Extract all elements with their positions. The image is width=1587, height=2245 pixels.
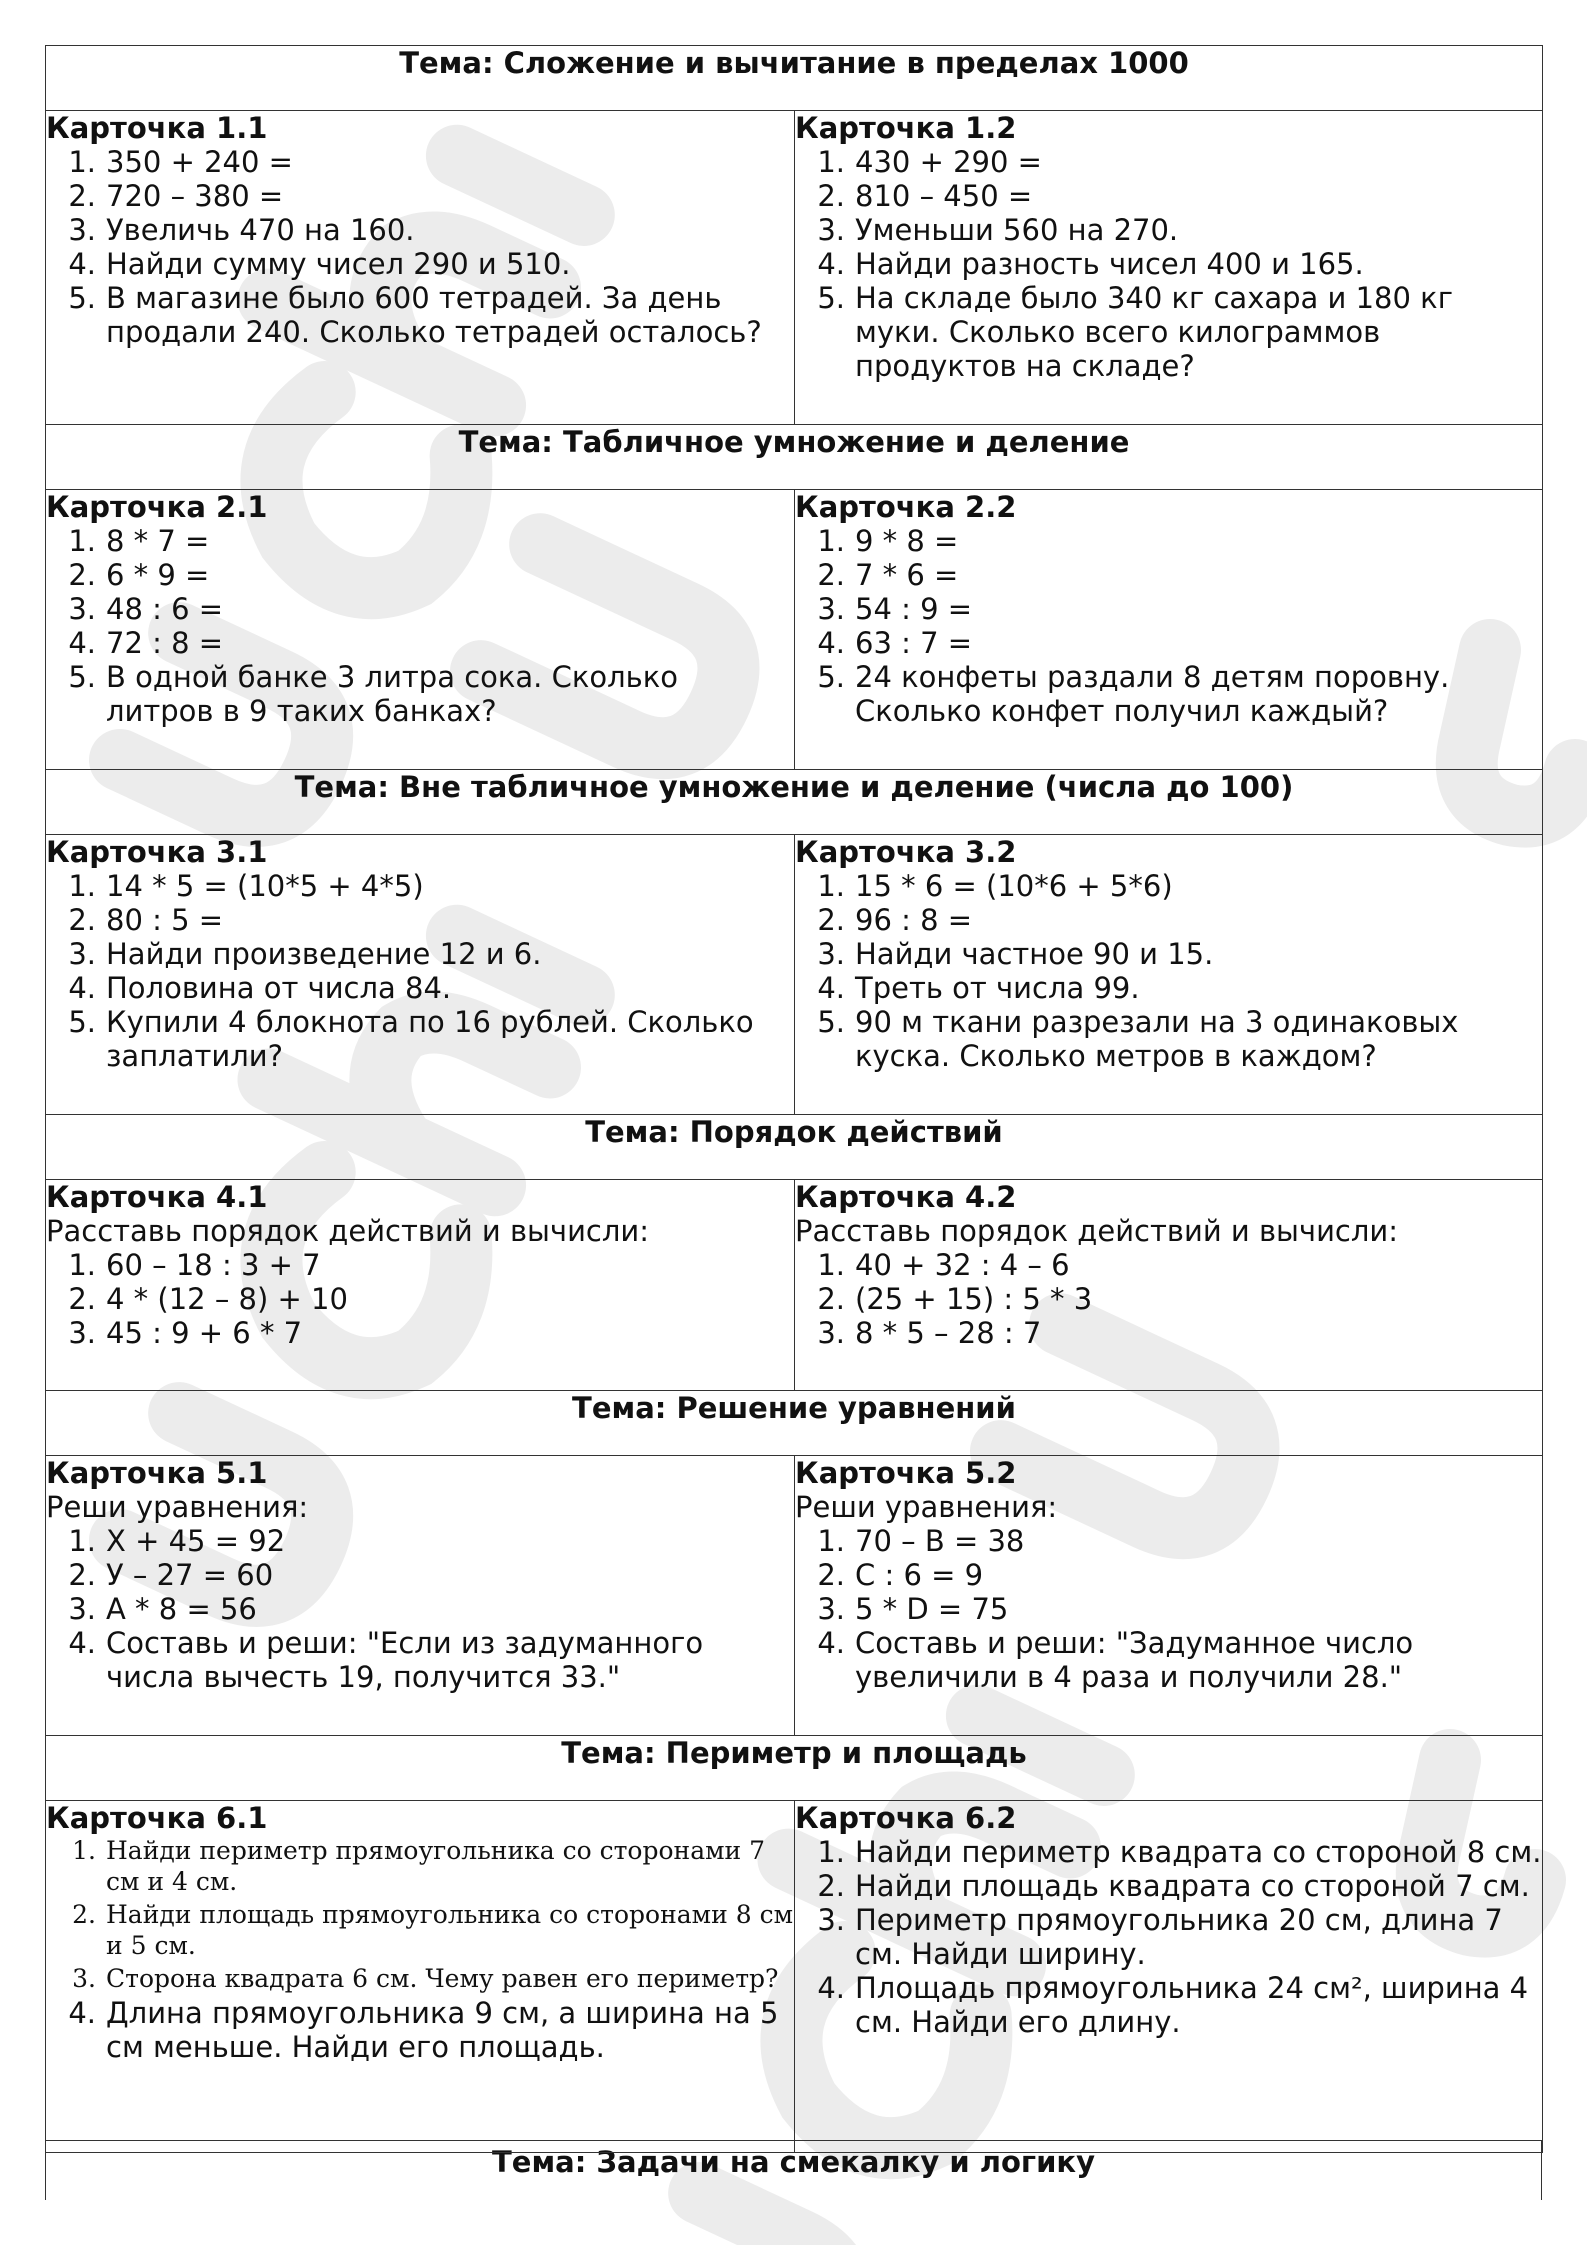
card-title: Карточка 1.2 — [795, 111, 1017, 145]
topic-title-partial: Тема: Задачи на смекалку и логику — [45, 2140, 1542, 2200]
task-item: 63 : 7 = — [855, 626, 973, 660]
card-title: Карточка 5.1 — [46, 1456, 268, 1490]
task-item: Найди площадь прямоугольника со сторонами 8 см и 5 см. — [106, 1900, 794, 1960]
topic-title: Тема: Сложение и вычитание в пределах 1000 — [46, 46, 1543, 111]
task-item: Сторона квадрата 6 см. Чему равен его периметр? — [106, 1964, 779, 1993]
task-list — [795, 145, 1542, 383]
task-item: 4 * (12 – 8) + 10 — [106, 1282, 348, 1316]
task-item: На складе было 340 кг сахара и 180 кг муки. Сколько всего килограммов продуктов на складе? — [855, 281, 1453, 383]
task-item: Купили 4 блокнота по 16 рублей. Сколько заплатили? — [106, 1005, 754, 1073]
task-item: Найди площадь квадрата со стороной 7 см. — [855, 1869, 1530, 1903]
task-list — [46, 1835, 794, 2064]
task-item: 350 + 240 = — [106, 145, 293, 179]
task-item: X + 45 = 92 — [106, 1524, 286, 1558]
task-item: Найди периметр прямоугольника со сторонами 7 см и 4 см. — [106, 1836, 766, 1896]
task-item: Найди частное 90 и 15. — [855, 937, 1214, 971]
task-list — [795, 524, 1542, 728]
task-item: Найди произведение 12 и 6. — [106, 937, 542, 971]
task-item: Составь и реши: "Если из задуманного числа вычесть 19, получится 33." — [106, 1626, 704, 1694]
topic-title: Тема: Периметр и площадь — [46, 1736, 1543, 1801]
task-list — [795, 1248, 1542, 1350]
task-item: 40 + 32 : 4 – 6 — [855, 1248, 1070, 1282]
task-item: 14 * 5 = (10*5 + 4*5) — [106, 869, 424, 903]
task-list — [795, 1835, 1542, 2039]
task-item: 9 * 8 = — [855, 524, 959, 558]
task-list — [795, 1524, 1542, 1694]
task-item: Найди разность чисел 400 и 165. — [855, 247, 1364, 281]
task-item: 8 * 5 – 28 : 7 — [855, 1316, 1042, 1350]
card-title: Карточка 3.1 — [46, 835, 268, 869]
card — [46, 490, 795, 770]
card-title: Карточка 3.2 — [795, 835, 1017, 869]
task-item: С : 6 = 9 — [855, 1558, 984, 1592]
task-list — [46, 1248, 794, 1350]
task-list — [46, 1524, 794, 1694]
task-item: В магазине было 600 тетрадей. За день продали 240. Сколько тетрадей осталось? — [106, 281, 762, 349]
task-item: 60 – 18 : 3 + 7 — [106, 1248, 321, 1282]
task-item: Треть от числа 99. — [855, 971, 1140, 1005]
task-item: 96 : 8 = — [855, 903, 973, 937]
task-item: 5 * D = 75 — [855, 1592, 1009, 1626]
card-title: Карточка 6.2 — [795, 1801, 1017, 1835]
card — [795, 111, 1543, 425]
card-instruction: Реши уравнения: — [46, 1490, 309, 1524]
card-title: Карточка 5.2 — [795, 1456, 1017, 1490]
card-instruction: Расставь порядок действий и вычисли: — [46, 1214, 650, 1248]
card-instruction: Реши уравнения: — [795, 1490, 1058, 1524]
task-list — [46, 524, 794, 728]
task-item: Площадь прямоугольника 24 см², ширина 4 см. Найди его длину. — [855, 1971, 1529, 2039]
task-item: 54 : 9 = — [855, 592, 973, 626]
card-instruction: Расставь порядок действий и вычисли: — [795, 1214, 1399, 1248]
task-item: 48 : 6 = — [106, 592, 224, 626]
worksheet — [45, 45, 1542, 2245]
task-item: Увеличь 470 на 160. — [106, 213, 415, 247]
task-item: У – 27 = 60 — [106, 1558, 274, 1592]
card-title: Карточка 4.1 — [46, 1180, 268, 1214]
task-item: 90 м ткани разрезали на 3 одинаковых куска. Сколько метров в каждом? — [855, 1005, 1459, 1073]
card — [46, 1180, 795, 1391]
task-item: 810 – 450 = — [855, 179, 1033, 213]
cards-table — [45, 45, 1543, 2153]
task-item: 430 + 290 = — [855, 145, 1042, 179]
topic-title: Тема: Решение уравнений — [46, 1391, 1543, 1456]
task-item: 720 – 380 = — [106, 179, 284, 213]
task-item: 7 * 6 = — [855, 558, 959, 592]
card-title: Карточка 2.1 — [46, 490, 268, 524]
card — [46, 835, 795, 1115]
card-title: Карточка 6.1 — [46, 1801, 268, 1835]
task-item: 8 * 7 = — [106, 524, 210, 558]
task-list — [46, 869, 794, 1073]
task-item: Составь и реши: "Задуманное число увеличили в 4 раза и получили 28." — [855, 1626, 1414, 1694]
card — [795, 835, 1543, 1115]
card — [46, 1801, 795, 2153]
topic-title: Тема: Вне табличное умножение и деление (числа до 100) — [46, 770, 1543, 835]
task-item: Уменьши 560 на 270. — [855, 213, 1179, 247]
card — [795, 1456, 1543, 1736]
task-item: 6 * 9 = — [106, 558, 210, 592]
task-item: 15 * 6 = (10*6 + 5*6) — [855, 869, 1173, 903]
topic-title: Тема: Табличное умножение и деление — [46, 425, 1543, 490]
card — [795, 490, 1543, 770]
task-item: 72 : 8 = — [106, 626, 224, 660]
card-title: Карточка 4.2 — [795, 1180, 1017, 1214]
task-list — [795, 869, 1542, 1073]
task-item: 70 – В = 38 — [855, 1524, 1025, 1558]
task-item: Периметр прямоугольника 20 см, длина 7 см. Найди ширину. — [855, 1903, 1503, 1971]
card — [795, 1801, 1543, 2153]
task-item: Длина прямоугольника 9 см, а ширина на 5 см меньше. Найди его площадь. — [106, 1996, 779, 2064]
card-title: Карточка 1.1 — [46, 111, 268, 145]
task-item: В одной банке 3 литра сока. Сколько литров в 9 таких банках? — [106, 660, 679, 728]
task-item: 24 конфеты раздали 8 детям поровну. Сколько конфет получил каждый? — [855, 660, 1450, 728]
task-item: Половина от числа 84. — [106, 971, 452, 1005]
card — [46, 1456, 795, 1736]
task-item: Найди сумму чисел 290 и 510. — [106, 247, 571, 281]
card — [46, 111, 795, 425]
card — [795, 1180, 1543, 1391]
task-item: 45 : 9 + 6 * 7 — [106, 1316, 303, 1350]
task-list — [46, 145, 794, 349]
task-item: (25 + 15) : 5 * 3 — [855, 1282, 1093, 1316]
task-item: А * 8 = 56 — [106, 1592, 257, 1626]
card-title: Карточка 2.2 — [795, 490, 1017, 524]
topic-title: Тема: Порядок действий — [46, 1115, 1543, 1180]
task-item: Найди периметр квадрата со стороной 8 см. — [855, 1835, 1542, 1869]
task-item: 80 : 5 = — [106, 903, 224, 937]
